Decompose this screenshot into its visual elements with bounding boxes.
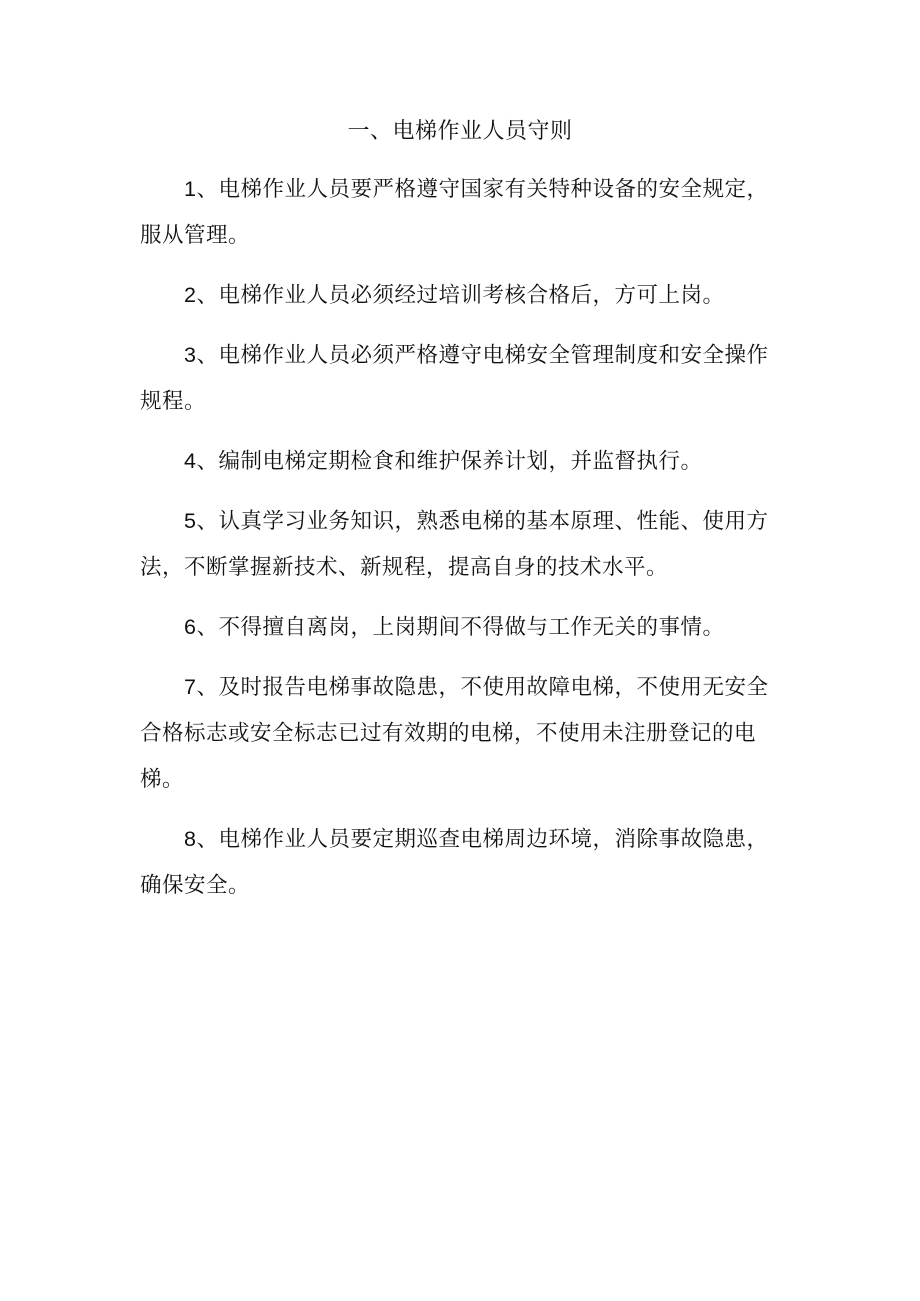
rule-item-8 [140, 816, 790, 909]
rule-item-5 [140, 498, 790, 591]
rule-separator: 、 [196, 283, 219, 308]
rule-number: 5 [184, 509, 197, 533]
rule-text: 不得擅自离岗，上岗期间不得做与工作无关的事情。 [218, 615, 725, 640]
rules-list [140, 166, 790, 922]
document-title: 一、电梯作业人员守则 [347, 119, 573, 144]
rule-number: 1 [184, 177, 197, 201]
rule-number: 4 [184, 449, 197, 473]
rule-separator: 、 [196, 177, 219, 202]
rule-text: 及时报告电梯事故隐患，不使用故障电梯，不使用无安全合格标志或安全标志已过有效期的电梯，不使用未注册登记的电梯。 [140, 675, 769, 792]
rule-item-4 [140, 438, 790, 485]
rule-text: 电梯作业人员要定期巡查电梯周边环境，消除事故隐患，确保安全。 [140, 827, 769, 898]
rule-item-1 [140, 166, 790, 259]
rule-number: 2 [184, 283, 197, 307]
rule-item-3 [140, 332, 790, 425]
rule-text: 电梯作业人员必须经过培训考核合格后，方可上岗。 [218, 283, 725, 308]
rule-text: 电梯作业人员必须严格遵守电梯安全管理制度和安全操作规程。 [140, 343, 769, 414]
rule-separator: 、 [196, 449, 219, 474]
rule-separator: 、 [196, 827, 219, 852]
rule-separator: 、 [196, 675, 219, 700]
rule-separator: 、 [196, 343, 219, 368]
rule-number: 3 [184, 343, 197, 367]
rule-number: 7 [184, 675, 197, 699]
rule-text: 认真学习业务知识，熟悉电梯的基本原理、性能、使用方法，不断掌握新技术、新规程，提高自身的技术水平。 [140, 509, 769, 580]
rule-item-2 [140, 272, 790, 319]
rule-item-6 [140, 604, 790, 651]
rule-separator: 、 [196, 615, 219, 640]
rule-item-7 [140, 664, 790, 803]
rule-number: 6 [184, 615, 197, 639]
rule-separator: 、 [196, 509, 219, 534]
rule-text: 编制电梯定期检食和维护保养计划，并监督执行。 [218, 449, 703, 474]
rule-text: 电梯作业人员要严格遵守国家有关特种设备的安全规定，服从管理。 [140, 177, 769, 248]
rule-number: 8 [184, 827, 197, 851]
